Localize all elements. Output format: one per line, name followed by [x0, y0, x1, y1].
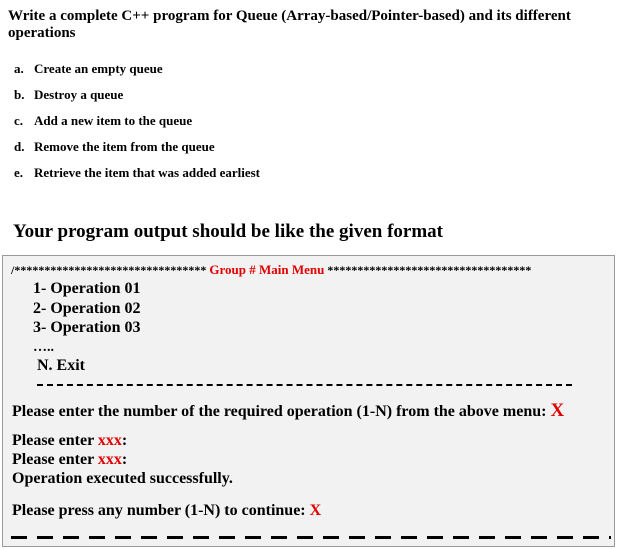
output-format-heading: Your program output should be like the given format	[13, 221, 443, 242]
task-text: Remove the item from the queue	[34, 139, 215, 154]
task-text: Add a new item to the queue	[34, 113, 193, 128]
task-item	[14, 140, 260, 166]
success-message: Operation executed successfully.	[12, 470, 233, 487]
task-item	[14, 62, 260, 88]
continue-input-placeholder: X	[309, 502, 322, 519]
enter-line-1	[12, 432, 127, 450]
menu-banner	[11, 262, 531, 278]
task-text: Destroy a queue	[34, 87, 124, 102]
menu-ellipsis: …..	[33, 340, 54, 355]
task-letter: a.	[14, 61, 24, 76]
task-letter: d.	[14, 139, 25, 154]
task-letter: e.	[14, 165, 24, 180]
menu-exit-item: N. Exit	[37, 357, 85, 374]
task-letter: b.	[14, 87, 25, 102]
banner-stars-right: **********************************	[324, 263, 532, 277]
menu-item: 2- Operation 02	[33, 299, 141, 317]
menu-item: 1- Operation 01	[33, 280, 141, 297]
task-item	[14, 166, 260, 192]
banner-title: Group # Main Menu	[209, 262, 325, 277]
enter-line-2	[12, 451, 127, 469]
bottom-dashed-separator	[11, 536, 611, 539]
task-letter: c.	[14, 113, 24, 128]
enter-label: Please enter	[12, 451, 98, 468]
enter-label: Please enter	[12, 432, 98, 449]
operation-input-placeholder: X	[550, 400, 565, 421]
operation-prompt: Please enter the number of the required operation (1-N) from the above menu:	[12, 403, 551, 420]
menu-list	[33, 279, 141, 338]
banner-stars-left: /********************************	[11, 263, 210, 277]
enter-suffix: :	[121, 432, 128, 449]
continue-prompt-line	[12, 502, 321, 520]
operation-prompt-line	[12, 400, 564, 422]
task-item	[14, 114, 260, 140]
question-title: Write a complete C++ program for Queue (Array-based/Pointer-based) and its different operations	[8, 8, 571, 41]
task-list	[14, 62, 260, 192]
enter-suffix: :	[121, 451, 128, 468]
task-text: Retrieve the item that was added earliest	[34, 165, 260, 180]
task-item	[14, 88, 260, 114]
task-text: Create an empty queue	[34, 61, 163, 76]
menu-item: 3- Operation 03	[33, 319, 141, 336]
continue-prompt: Please press any number (1-N) to continue:	[12, 502, 310, 519]
enter-value: xxx	[97, 451, 122, 468]
console-output-sample	[2, 255, 615, 547]
enter-value: xxx	[97, 432, 122, 449]
menu-separator	[37, 384, 572, 386]
